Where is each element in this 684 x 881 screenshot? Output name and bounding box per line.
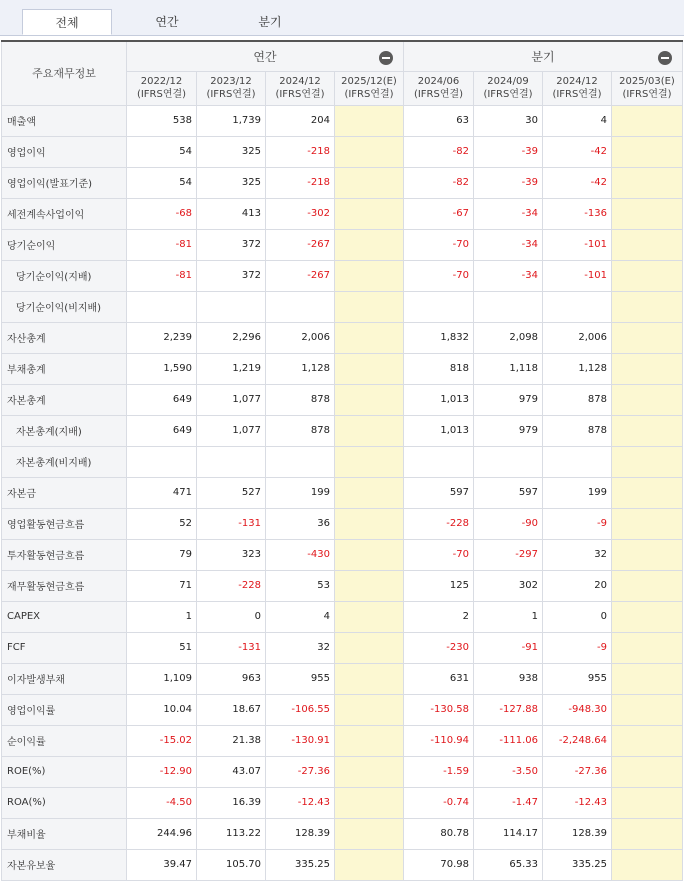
table-cell: [335, 322, 404, 353]
table-cell: -12.90: [127, 756, 197, 787]
table-cell: [474, 446, 543, 477]
table-row: [2, 291, 683, 322]
table-cell: -110.94: [404, 725, 474, 756]
row-label: CAPEX: [2, 601, 127, 632]
table-cell: [335, 198, 404, 229]
table-cell: -91: [474, 632, 543, 663]
period-date: 2024/12: [279, 76, 321, 87]
table-cell: -0.74: [404, 787, 474, 818]
table-cell: -218: [266, 167, 335, 198]
table-cell: -101: [543, 260, 612, 291]
table-cell: [197, 446, 266, 477]
table-row: [2, 725, 683, 756]
period-basis: (IFRS연결): [344, 89, 394, 100]
row-label: ROA(%): [2, 787, 127, 818]
table-cell: 335.25: [543, 849, 612, 880]
table-cell: -81: [127, 260, 197, 291]
table-row: [2, 415, 683, 446]
table-cell: 1,128: [266, 353, 335, 384]
table-cell: [612, 694, 683, 725]
table-cell: 963: [197, 663, 266, 694]
table-cell: [335, 229, 404, 260]
table-cell: 52: [127, 508, 197, 539]
table-cell: [474, 291, 543, 322]
table-cell: -131: [197, 632, 266, 663]
table-row: [2, 632, 683, 663]
row-label: 자본금: [2, 477, 127, 508]
table-cell: 649: [127, 415, 197, 446]
collapse-quarterly-icon[interactable]: [658, 51, 672, 65]
table-cell: -136: [543, 198, 612, 229]
group-label-annual: 연간: [253, 49, 277, 64]
table-cell: -267: [266, 229, 335, 260]
table-cell: -70: [404, 260, 474, 291]
period-basis: (IFRS연결): [552, 89, 602, 100]
table-cell: 1,077: [197, 384, 266, 415]
table-cell: -218: [266, 136, 335, 167]
table-cell: [335, 291, 404, 322]
table-cell: 878: [543, 415, 612, 446]
table-cell: [612, 756, 683, 787]
table-cell: 2,239: [127, 322, 197, 353]
table-cell: 114.17: [474, 818, 543, 849]
table-cell: 32: [266, 632, 335, 663]
table-cell: 2,098: [474, 322, 543, 353]
table-cell: -90: [474, 508, 543, 539]
table-cell: -81: [127, 229, 197, 260]
table-row: [2, 167, 683, 198]
table-cell: 1,128: [543, 353, 612, 384]
table-cell: [612, 384, 683, 415]
table-cell: [266, 291, 335, 322]
table-cell: 0: [197, 601, 266, 632]
table-cell: -228: [404, 508, 474, 539]
row-label: 매출액: [2, 105, 127, 136]
table-row: [2, 539, 683, 570]
table-cell: 2,296: [197, 322, 266, 353]
table-cell: -4.50: [127, 787, 197, 818]
table-cell: -82: [404, 136, 474, 167]
table-cell: [335, 415, 404, 446]
table-cell: 818: [404, 353, 474, 384]
table-cell: -70: [404, 539, 474, 570]
table-cell: 979: [474, 384, 543, 415]
table-cell: -111.06: [474, 725, 543, 756]
table-cell: -68: [127, 198, 197, 229]
table-cell: 527: [197, 477, 266, 508]
period-basis: (IFRS연결): [206, 89, 256, 100]
table-cell: 372: [197, 229, 266, 260]
table-cell: 955: [543, 663, 612, 694]
table-cell: 10.04: [127, 694, 197, 725]
row-label: 영업이익률: [2, 694, 127, 725]
table-cell: 36: [266, 508, 335, 539]
table-cell: 0: [543, 601, 612, 632]
row-label: 당기순이익(비지배): [2, 291, 127, 322]
period-header: [127, 71, 197, 105]
row-label: 이자발생부채: [2, 663, 127, 694]
table-cell: 39.47: [127, 849, 197, 880]
table-cell: -12.43: [266, 787, 335, 818]
period-basis: (IFRS연결): [622, 89, 672, 100]
table-cell: -1.47: [474, 787, 543, 818]
row-label: 당기순이익(지배): [2, 260, 127, 291]
table-cell: 54: [127, 136, 197, 167]
row-label: 자본총계(지배): [2, 415, 127, 446]
period-date: 2024/06: [417, 76, 460, 87]
table-cell: -302: [266, 198, 335, 229]
table-cell: [335, 446, 404, 477]
period-date: 2022/12: [140, 76, 183, 87]
table-cell: 4: [266, 601, 335, 632]
table-cell: 65.33: [474, 849, 543, 880]
table-cell: [335, 539, 404, 570]
table-row: [2, 136, 683, 167]
table-cell: -131: [197, 508, 266, 539]
period-date: 2025/12(E): [341, 76, 397, 87]
table-cell: [335, 632, 404, 663]
table-cell: [612, 849, 683, 880]
row-label: 자본유보율: [2, 849, 127, 880]
tab-bar: [0, 0, 684, 36]
table-cell: 1,013: [404, 384, 474, 415]
table-cell: [335, 663, 404, 694]
table-cell: -34: [474, 260, 543, 291]
table-cell: 1,077: [197, 415, 266, 446]
table-cell: [335, 818, 404, 849]
row-label: 부채총계: [2, 353, 127, 384]
row-label: 자본총계: [2, 384, 127, 415]
table-cell: -82: [404, 167, 474, 198]
table-row: [2, 694, 683, 725]
table-cell: 878: [266, 384, 335, 415]
table-cell: -101: [543, 229, 612, 260]
table-row: [2, 570, 683, 601]
table-cell: 302: [474, 570, 543, 601]
period-header: [474, 71, 543, 105]
table-cell: 21.38: [197, 725, 266, 756]
period-header: [266, 71, 335, 105]
table-cell: 51: [127, 632, 197, 663]
table-cell: -3.50: [474, 756, 543, 787]
table-cell: 2: [404, 601, 474, 632]
table-cell: -297: [474, 539, 543, 570]
period-basis: (IFRS연결): [413, 89, 464, 100]
table-cell: -39: [474, 167, 543, 198]
table-cell: -27.36: [266, 756, 335, 787]
table-cell: -42: [543, 136, 612, 167]
table-cell: 538: [127, 105, 197, 136]
table-cell: 2,006: [543, 322, 612, 353]
table-cell: 54: [127, 167, 197, 198]
table-row: [2, 849, 683, 880]
table-row: [2, 322, 683, 353]
table-cell: [612, 198, 683, 229]
table-cell: [335, 601, 404, 632]
table-cell: 1,739: [197, 105, 266, 136]
table-cell: [543, 291, 612, 322]
table-cell: 79: [127, 539, 197, 570]
table-cell: 125: [404, 570, 474, 601]
table-cell: -27.36: [543, 756, 612, 787]
table-cell: -39: [474, 136, 543, 167]
table-cell: [335, 353, 404, 384]
table-cell: [612, 105, 683, 136]
table-cell: [612, 787, 683, 818]
table-row: [2, 105, 683, 136]
period-header: [543, 71, 612, 105]
table-cell: [127, 446, 197, 477]
table-cell: 1,832: [404, 322, 474, 353]
table-cell: [612, 291, 683, 322]
table-cell: -34: [474, 229, 543, 260]
table-cell: -9: [543, 508, 612, 539]
table-cell: -228: [197, 570, 266, 601]
collapse-annual-icon[interactable]: [379, 51, 393, 65]
table-cell: 1,013: [404, 415, 474, 446]
row-label: 세전계속사업이익: [2, 198, 127, 229]
period-basis: (IFRS연결): [136, 89, 187, 100]
table-cell: 4: [543, 105, 612, 136]
table-cell: [335, 477, 404, 508]
table-cell: -230: [404, 632, 474, 663]
table-cell: -106.55: [266, 694, 335, 725]
period-date: 2024/12: [556, 76, 598, 87]
table-cell: -267: [266, 260, 335, 291]
row-label: FCF: [2, 632, 127, 663]
table-cell: 649: [127, 384, 197, 415]
table-row: [2, 477, 683, 508]
table-cell: 80.78: [404, 818, 474, 849]
table-cell: 597: [404, 477, 474, 508]
table-cell: 1: [127, 601, 197, 632]
table-cell: 1,109: [127, 663, 197, 694]
table-row: [2, 384, 683, 415]
table-row: [2, 198, 683, 229]
financial-summary-table: [1, 40, 683, 881]
period-basis: (IFRS연결): [483, 89, 533, 100]
table-cell: 1,219: [197, 353, 266, 384]
row-label: 부채비율: [2, 818, 127, 849]
period-header: [612, 71, 683, 105]
group-header-quarterly: [404, 41, 683, 71]
table-cell: 18.67: [197, 694, 266, 725]
table-row: [2, 353, 683, 384]
period-header: [335, 71, 404, 105]
table-cell: [612, 446, 683, 477]
table-cell: 113.22: [197, 818, 266, 849]
table-cell: 979: [474, 415, 543, 446]
table-cell: [543, 446, 612, 477]
row-label: 영업이익(발표기준): [2, 167, 127, 198]
table-cell: 244.96: [127, 818, 197, 849]
table-cell: 63: [404, 105, 474, 136]
row-label: 투자활동현금흐름: [2, 539, 127, 570]
table-cell: -42: [543, 167, 612, 198]
table-cell: -34: [474, 198, 543, 229]
table-cell: [404, 291, 474, 322]
table-cell: 32: [543, 539, 612, 570]
corner-header: 주요재무정보: [2, 41, 127, 105]
table-cell: [612, 260, 683, 291]
period-date: 2025/03(E): [619, 76, 675, 87]
table-cell: -130.58: [404, 694, 474, 725]
table-cell: [335, 167, 404, 198]
table-cell: 955: [266, 663, 335, 694]
table-cell: 199: [266, 477, 335, 508]
table-cell: [612, 136, 683, 167]
table-cell: 128.39: [543, 818, 612, 849]
table-cell: -430: [266, 539, 335, 570]
table-cell: 2,006: [266, 322, 335, 353]
period-basis: (IFRS연결): [275, 89, 325, 100]
table-cell: [335, 260, 404, 291]
table-cell: [404, 446, 474, 477]
table-row: [2, 787, 683, 818]
table-cell: -130.91: [266, 725, 335, 756]
table-cell: [335, 136, 404, 167]
table-cell: [335, 756, 404, 787]
row-label: 영업활동현금흐름: [2, 508, 127, 539]
table-cell: 199: [543, 477, 612, 508]
table-cell: [335, 694, 404, 725]
tab-all[interactable]: 전체: [22, 9, 112, 35]
table-row: [2, 756, 683, 787]
table-cell: 471: [127, 477, 197, 508]
table-cell: [612, 508, 683, 539]
table-row: [2, 508, 683, 539]
table-cell: [612, 322, 683, 353]
table-cell: 1,118: [474, 353, 543, 384]
table-cell: [127, 291, 197, 322]
table-cell: 105.70: [197, 849, 266, 880]
table-cell: -70: [404, 229, 474, 260]
table-cell: 204: [266, 105, 335, 136]
table-cell: -127.88: [474, 694, 543, 725]
table-cell: [612, 167, 683, 198]
table-cell: 413: [197, 198, 266, 229]
table-cell: 16.39: [197, 787, 266, 818]
table-cell: [612, 415, 683, 446]
tab-annual[interactable]: 연간: [155, 15, 179, 29]
table-cell: -948.30: [543, 694, 612, 725]
row-label: ROE(%): [2, 756, 127, 787]
table-cell: [612, 632, 683, 663]
table-cell: [197, 291, 266, 322]
table-cell: 631: [404, 663, 474, 694]
table-cell: 372: [197, 260, 266, 291]
table-row: [2, 446, 683, 477]
row-label: 재무활동현금흐름: [2, 570, 127, 601]
table-cell: -15.02: [127, 725, 197, 756]
table-cell: [335, 384, 404, 415]
row-label: 영업이익: [2, 136, 127, 167]
group-header-annual: [127, 41, 404, 71]
period-date: 2023/12: [210, 76, 252, 87]
table-cell: 878: [543, 384, 612, 415]
table-row: [2, 260, 683, 291]
period-header: [197, 71, 266, 105]
table-cell: [612, 601, 683, 632]
table-cell: [612, 818, 683, 849]
table-cell: [612, 353, 683, 384]
table-cell: [612, 725, 683, 756]
table-cell: 53: [266, 570, 335, 601]
table-cell: [335, 787, 404, 818]
table-cell: -9: [543, 632, 612, 663]
table-row: [2, 663, 683, 694]
row-label: 자본총계(비지배): [2, 446, 127, 477]
row-label: 자산총계: [2, 322, 127, 353]
table-cell: 597: [474, 477, 543, 508]
table-cell: [612, 539, 683, 570]
period-date: 2024/09: [487, 76, 529, 87]
table-cell: 335.25: [266, 849, 335, 880]
table-cell: 878: [266, 415, 335, 446]
table-cell: 323: [197, 539, 266, 570]
tab-quarterly[interactable]: 분기: [258, 15, 282, 29]
table-cell: 1: [474, 601, 543, 632]
table-cell: [612, 570, 683, 601]
table-cell: [335, 570, 404, 601]
table-cell: 1,590: [127, 353, 197, 384]
table-row: [2, 818, 683, 849]
table-cell: 938: [474, 663, 543, 694]
row-label: 당기순이익: [2, 229, 127, 260]
table-row: [2, 601, 683, 632]
table-cell: 128.39: [266, 818, 335, 849]
table-cell: -67: [404, 198, 474, 229]
table-cell: [612, 477, 683, 508]
period-header: [404, 71, 474, 105]
table-cell: 20: [543, 570, 612, 601]
table-row: [2, 229, 683, 260]
table-cell: [612, 229, 683, 260]
table-cell: [335, 725, 404, 756]
table-cell: -2,248.64: [543, 725, 612, 756]
group-label-quarterly: 분기: [531, 49, 555, 64]
table-cell: 325: [197, 167, 266, 198]
table-cell: [612, 663, 683, 694]
table-cell: 30: [474, 105, 543, 136]
table-cell: [335, 508, 404, 539]
table-cell: [335, 105, 404, 136]
row-label: 순이익률: [2, 725, 127, 756]
table-cell: 43.07: [197, 756, 266, 787]
table-cell: [266, 446, 335, 477]
table-cell: -12.43: [543, 787, 612, 818]
table-cell: 71: [127, 570, 197, 601]
table-cell: 325: [197, 136, 266, 167]
table-cell: -1.59: [404, 756, 474, 787]
table-cell: [335, 849, 404, 880]
table-cell: 70.98: [404, 849, 474, 880]
